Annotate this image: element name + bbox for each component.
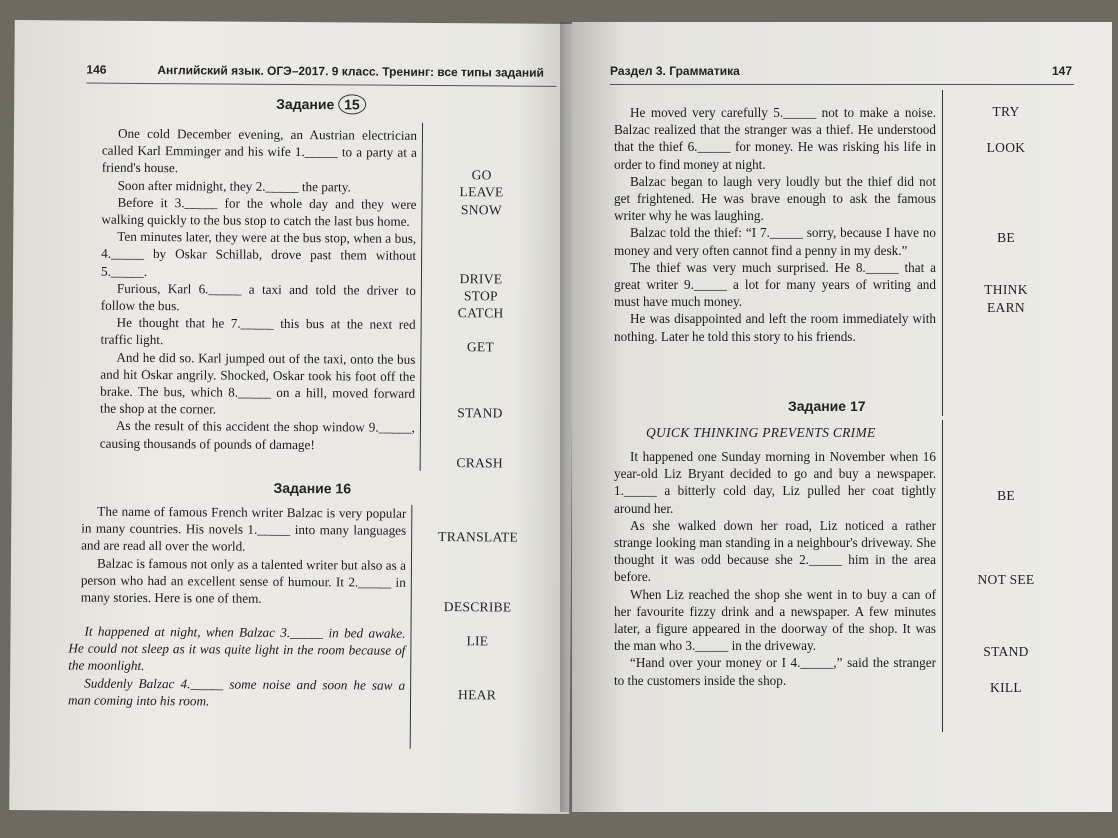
task15-word: LEAVE [459, 184, 504, 200]
task15-word: DRIVE [459, 271, 503, 287]
task15-paragraph: Furious, Karl 6._____ a taxi and told the driver to follow the bus. [100, 280, 416, 314]
task15-paragraph: As the result of this accident the shop window 9._____, causing thousands of pounds of damage! [99, 418, 415, 452]
task17-paragraph: It happened one Sunday morning in November when 16 year-old Liz Bryant decided to go and buy a newspaper. 1._____ a bitterly cold day, Liz pulled her coat tightly around her. [614, 449, 936, 516]
task17-word: NOT SEE [977, 572, 1035, 587]
task17-text [614, 448, 936, 689]
task16-cont-paragraph: The thief was very much surprised. He 8._____ that a great writer 9._____ a lot for many years of writing and must have much money. [614, 259, 936, 310]
task16-title: Задание 16 [273, 479, 352, 497]
task15-paragraph: Soon after midnight, they 2._____ the party. [117, 177, 351, 195]
task17-divider [942, 420, 943, 732]
task16-italic-paragraph: Suddenly Balzac 4._____ some noise and soon he saw a man coming into his room. [67, 675, 406, 709]
task15-title-prefix: Задание [276, 95, 335, 113]
task15-word: CRASH [456, 455, 503, 471]
task15-word: SNOW [460, 202, 502, 218]
page-number-right: 147 [1052, 64, 1073, 78]
header-rule-left [86, 83, 556, 87]
header-rule-right [610, 84, 1074, 85]
task17-title: Задание 17 [788, 398, 866, 414]
task17-word: STAND [983, 644, 1029, 659]
task16-italic-text [68, 622, 406, 710]
task16-cont-word: TRY [992, 104, 1020, 119]
task16-text [81, 503, 407, 608]
left-page [9, 20, 575, 814]
page-number-left: 146 [86, 62, 107, 77]
task16-cont-divider [942, 90, 943, 416]
task17-paragraph: “Hand over your money or I 4._____,” said the stranger to the customers inside the shop. [614, 655, 936, 688]
task17-paragraph: When Liz reached the shop she went in to buy a can of her favourite fizzy drink and a newspaper. A few minutes later, a figure appeared in the doorway of the shop. It was the man who 3._____ in the driveway. [614, 586, 936, 654]
task17-subtitle: QUICK THINKING PREVENTS CRIME [646, 425, 876, 440]
task15-paragraph: Before it 3._____ for the whole day and they were walking quickly to the bus stop to catch the last bus home. [101, 194, 417, 229]
task16-word: LIE [466, 633, 489, 649]
task15-number-circle: 15 [338, 94, 366, 114]
task15-paragraph: Ten minutes later, they were at the bus stop, when a bus, 4._____ by Oskar Schillab, drove past them without 5._____. [100, 228, 417, 279]
running-header-right: Раздел 3. Грамматика [610, 64, 740, 78]
task17-word: BE [997, 488, 1015, 503]
task15-word: GO [471, 167, 492, 183]
task15-paragraph: He thought that he 7._____ this bus at the next red traffic light. [100, 315, 416, 348]
task15-word: GET [466, 339, 495, 355]
task15-word: STOP [463, 288, 498, 304]
task17-word: KILL [990, 680, 1022, 695]
task15-divider [420, 123, 424, 471]
task16-cont-paragraph: He was disappointed and left the room immediately with nothing. Later he told this story to his friends. [614, 311, 936, 344]
task16-cont-text [614, 104, 936, 345]
task16-cont-paragraph: He moved very carefully 5._____ not to make a noise. Balzac realized that the stranger was a thief. He understood that the thief 6._____ for money. He was risking his life in order to find money at night. [614, 105, 936, 172]
task16-cont-word: THINK [984, 282, 1028, 297]
task15-title [276, 94, 366, 115]
task16-cont-word: LOOK [986, 140, 1026, 155]
task16-paragraph: The name of famous French writer Balzac is very popular in many countries. His novels 1._____ into many languages and are read all over the world. [81, 503, 407, 555]
task15-word: STAND [457, 405, 503, 421]
task16-divider [410, 505, 413, 749]
task16-cont-word: BE [997, 230, 1015, 245]
task17-paragraph: As she walked down her road, Liz noticed a rather strange looking man standing in a neighbour's driveway. She thought it was odd because she 2._____ him in the area before. [614, 517, 936, 585]
task15-word: CATCH [457, 305, 504, 321]
task16-word: HEAR [458, 687, 497, 703]
task16-word: DESCRIBE [443, 599, 512, 615]
task16-cont-paragraph: Balzac told the thief: “I 7._____ sorry, because I have no money and very often cannot find a penny in my desk.” [614, 225, 936, 258]
task15-text [100, 125, 417, 454]
task16-word: TRANSLATE [438, 529, 519, 545]
task16-italic-paragraph: It happened at night, when Balzac 3._____ in bed awake. He could not sleep as it was quite light in the room because of the moonlight. [68, 623, 406, 674]
running-header-left: Английский язык. ОГЭ–2017. 9 класс. Тренинг: все типы заданий [157, 63, 544, 80]
task15-paragraph: And he did so. Karl jumped out of the taxi, onto the bus and hit Oskar angrily. Shocked, Oskar took his foot off the brake. The bus, which 8._____ on a hill, moved forward the shop at the corner. [100, 349, 416, 417]
right-page [572, 22, 1112, 812]
task16-cont-paragraph: Balzac began to laugh very loudly but the thief did not get frightened. He was brave enough to ask the famous writer why he was laughing. [614, 173, 936, 224]
task16-paragraph: Balzac is famous not only as a talented writer but also as a person who had an excellent sense of humour. It 2._____ in many stories. Here is one of them. [80, 555, 407, 606]
task15-paragraph: One cold December evening, an Austrian electrician called Karl Emminger and his wife 1._____ to a party at a friend's house. [101, 125, 418, 176]
task16-cont-word: EARN [987, 300, 1025, 315]
